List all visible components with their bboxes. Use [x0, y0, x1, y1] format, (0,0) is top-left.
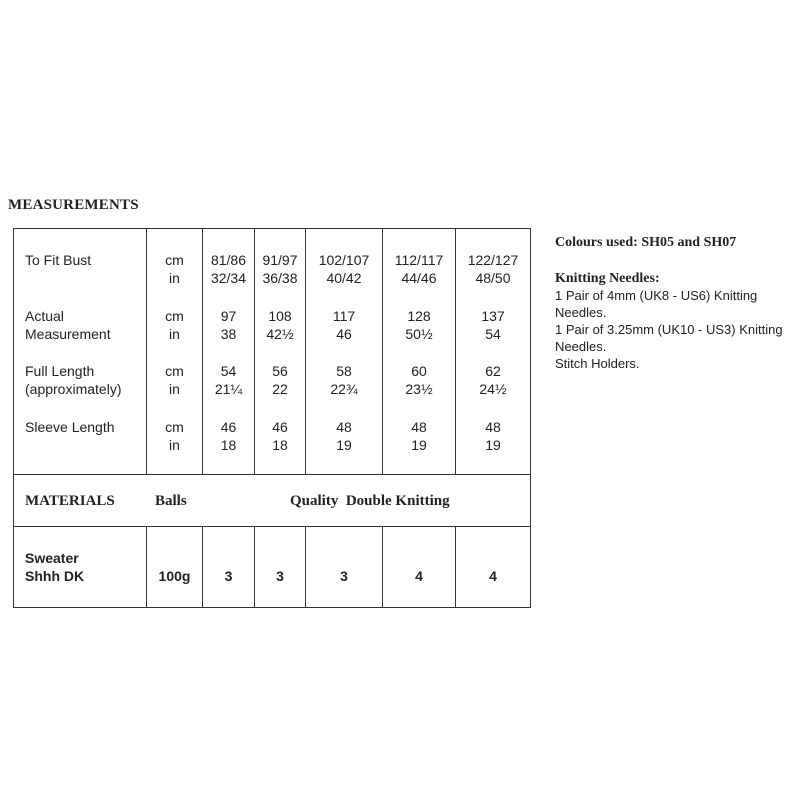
- row-label: Sleeve Length: [25, 419, 115, 435]
- ball-count: 4: [489, 568, 497, 584]
- value-cell: 50½: [405, 326, 433, 342]
- value-cell: 36/38: [262, 270, 298, 286]
- value-cell: 18: [272, 437, 288, 453]
- value-cell: 81/86: [210, 252, 247, 268]
- quality-header: Quality Double Knitting: [290, 493, 450, 509]
- value-cell: 54: [485, 326, 501, 342]
- needles-line: 1 Pair of 4mm (UK8 - US6) Knitting: [555, 288, 758, 303]
- measurements-title: MEASUREMENTS: [8, 197, 139, 213]
- value-cell: 48: [485, 419, 501, 435]
- value-cell: 54: [220, 363, 237, 379]
- value-cell: 46: [272, 419, 288, 435]
- value-cell: 21¼: [214, 381, 243, 397]
- value-cell: 19: [485, 437, 501, 453]
- value-cell: 58: [336, 363, 352, 379]
- value-cell: 108: [268, 308, 292, 324]
- value-cell: 42½: [266, 326, 294, 342]
- value-cell: 38: [220, 326, 237, 342]
- needles-line: Needles.: [555, 339, 607, 354]
- row-label: Measurement: [25, 326, 111, 342]
- value-cell: 56: [272, 363, 288, 379]
- unit-cm: cm: [165, 252, 184, 268]
- value-cell: 22: [272, 381, 288, 397]
- unit-in: in: [169, 437, 180, 453]
- ball-weight: 100g: [158, 568, 191, 584]
- value-cell: 23½: [405, 381, 433, 397]
- row-divider: [14, 474, 530, 475]
- value-cell: 102/107: [318, 252, 370, 268]
- unit-in: in: [169, 270, 180, 286]
- item-label: Shhh DK: [25, 568, 85, 584]
- unit-cm: cm: [165, 308, 184, 324]
- ball-count: 3: [224, 568, 233, 584]
- needles-line: 1 Pair of 3.25mm (UK10 - US3) Knitting: [555, 322, 783, 337]
- value-cell: 122/127: [467, 252, 519, 268]
- value-cell: 44/46: [401, 270, 437, 286]
- value-cell: 128: [407, 308, 431, 324]
- ball-count: 3: [340, 568, 348, 584]
- unit-cm: cm: [165, 363, 184, 379]
- value-cell: 97: [220, 308, 237, 324]
- value-cell: 48: [336, 419, 352, 435]
- value-cell: 32/34: [210, 270, 247, 286]
- colours-used: Colours used: SH05 and SH07: [555, 235, 737, 250]
- row-label: To Fit Bust: [25, 252, 92, 268]
- value-cell: 46: [336, 326, 352, 342]
- value-cell: 60: [411, 363, 427, 379]
- value-cell: 40/42: [326, 270, 362, 286]
- value-cell: 46: [220, 419, 237, 435]
- row-divider: [14, 526, 530, 527]
- value-cell: 19: [411, 437, 427, 453]
- unit-in: in: [169, 326, 180, 342]
- value-cell: 48/50: [475, 270, 511, 286]
- materials-info-panel: [555, 235, 800, 372]
- balls-header: Balls: [155, 493, 187, 509]
- needles-line: Needles.: [555, 305, 607, 320]
- value-cell: 18: [220, 437, 237, 453]
- ball-count: 4: [415, 568, 423, 584]
- ball-count: 3: [276, 568, 284, 584]
- value-cell: 48: [411, 419, 427, 435]
- item-label: Sweater: [25, 550, 79, 566]
- value-cell: 19: [336, 437, 352, 453]
- value-cell: 117: [332, 308, 356, 324]
- row-label: Actual: [25, 308, 64, 324]
- knitting-needles-title: Knitting Needles:: [555, 271, 660, 286]
- value-cell: 91/97: [262, 252, 298, 268]
- measurements-table: [13, 228, 531, 608]
- value-cell: 24½: [479, 381, 507, 397]
- row-label: Full Length: [25, 363, 95, 379]
- value-cell: 22¾: [330, 381, 358, 397]
- row-label: (approximately): [25, 381, 122, 397]
- value-cell: 62: [485, 363, 501, 379]
- value-cell: 137: [481, 308, 505, 324]
- materials-label: MATERIALS: [25, 493, 115, 509]
- unit-in: in: [169, 381, 180, 397]
- unit-cm: cm: [165, 419, 184, 435]
- needles-line: Stitch Holders.: [555, 356, 640, 371]
- value-cell: 112/117: [394, 252, 444, 268]
